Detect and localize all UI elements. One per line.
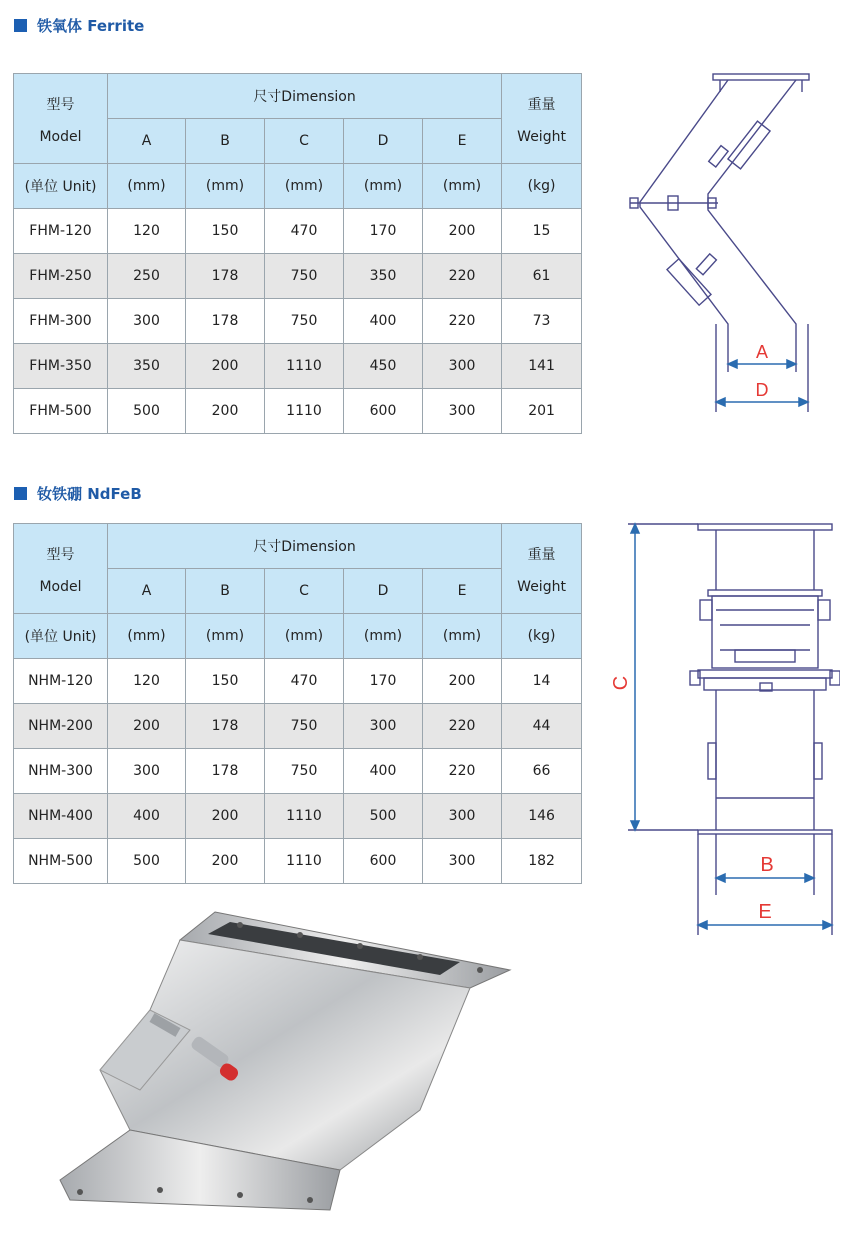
section-title-text: 钕铁硼 NdFeB: [37, 485, 142, 503]
col-header-c: C: [265, 119, 344, 164]
col-header-b: B: [186, 119, 265, 164]
col-header-b: B: [186, 569, 265, 614]
col-header-e: E: [423, 119, 502, 164]
col-header-d: D: [344, 569, 423, 614]
ndfeb-separator-drawing: [600, 515, 840, 945]
left-outline: [640, 80, 728, 330]
col-header-d: D: [344, 119, 423, 164]
dimension-header: 尺寸Dimension: [108, 74, 502, 119]
section-marker-icon: [14, 19, 27, 32]
table-row: NHM-500 500 200 1110 600 300 182: [14, 839, 582, 884]
table-row: FHM-250 250 178 750 350 220 61: [14, 254, 582, 299]
weight-header: 重量 Weight: [502, 524, 582, 614]
table-row: NHM-200 200 178 750 300 220 44: [14, 704, 582, 749]
dim-label-d: D: [755, 380, 769, 400]
col-header-a: A: [108, 119, 186, 164]
table-row: FHM-120 120 150 470 170 200 15: [14, 209, 582, 254]
weight-header: 重量 Weight: [502, 74, 582, 164]
magnet-housing-upper: [728, 121, 770, 169]
right-outline: [708, 80, 796, 330]
ndfeb-spec-table: [13, 523, 582, 884]
table-row: NHM-400 400 200 1110 500 300 146: [14, 794, 582, 839]
dim-label-e: E: [758, 901, 772, 923]
section-marker-icon: [14, 487, 27, 500]
dim-label-a: A: [755, 342, 769, 362]
product-photo: [40, 900, 520, 1220]
top-flange: [698, 524, 832, 530]
magnet-drawer-upper: [712, 596, 818, 668]
table-row: NHM-300 300 178 750 400 220 66: [14, 749, 582, 794]
knob: [696, 254, 716, 275]
table-row: FHM-500 500 200 1110 600 300 201: [14, 389, 582, 434]
col-header-e: E: [423, 569, 502, 614]
col-header-c: C: [265, 569, 344, 614]
table-row: FHM-300 300 178 750 400 220 73: [14, 299, 582, 344]
table-row: NHM-120 120 150 470 170 200 14: [14, 659, 582, 704]
magnet-housing-lower: [667, 259, 711, 305]
section-title-ferrite: [14, 15, 144, 36]
ferrite-spec-table: [13, 73, 582, 434]
bottom-flange: [698, 830, 832, 834]
col-header-a: A: [108, 569, 186, 614]
model-header: 型号 Model: [14, 524, 108, 614]
dimension-header: 尺寸Dimension: [108, 524, 502, 569]
model-header: 型号 Model: [14, 74, 108, 164]
ferrite-separator-drawing: [610, 62, 840, 422]
section-title-text: 铁氧体 Ferrite: [37, 17, 145, 35]
table-row: FHM-350 350 200 1110 450 300 141: [14, 344, 582, 389]
unit-row: (单位 Unit) (mm) (mm) (mm) (mm) (mm) (kg): [14, 164, 582, 209]
dim-label-b: B: [760, 854, 774, 876]
section-title-ndfeb: [14, 483, 142, 504]
knob: [709, 146, 728, 167]
top-flange: [713, 74, 809, 80]
unit-row: (单位 Unit) (mm) (mm) (mm) (mm) (mm) (kg): [14, 614, 582, 659]
dim-label-c: C: [610, 675, 632, 691]
